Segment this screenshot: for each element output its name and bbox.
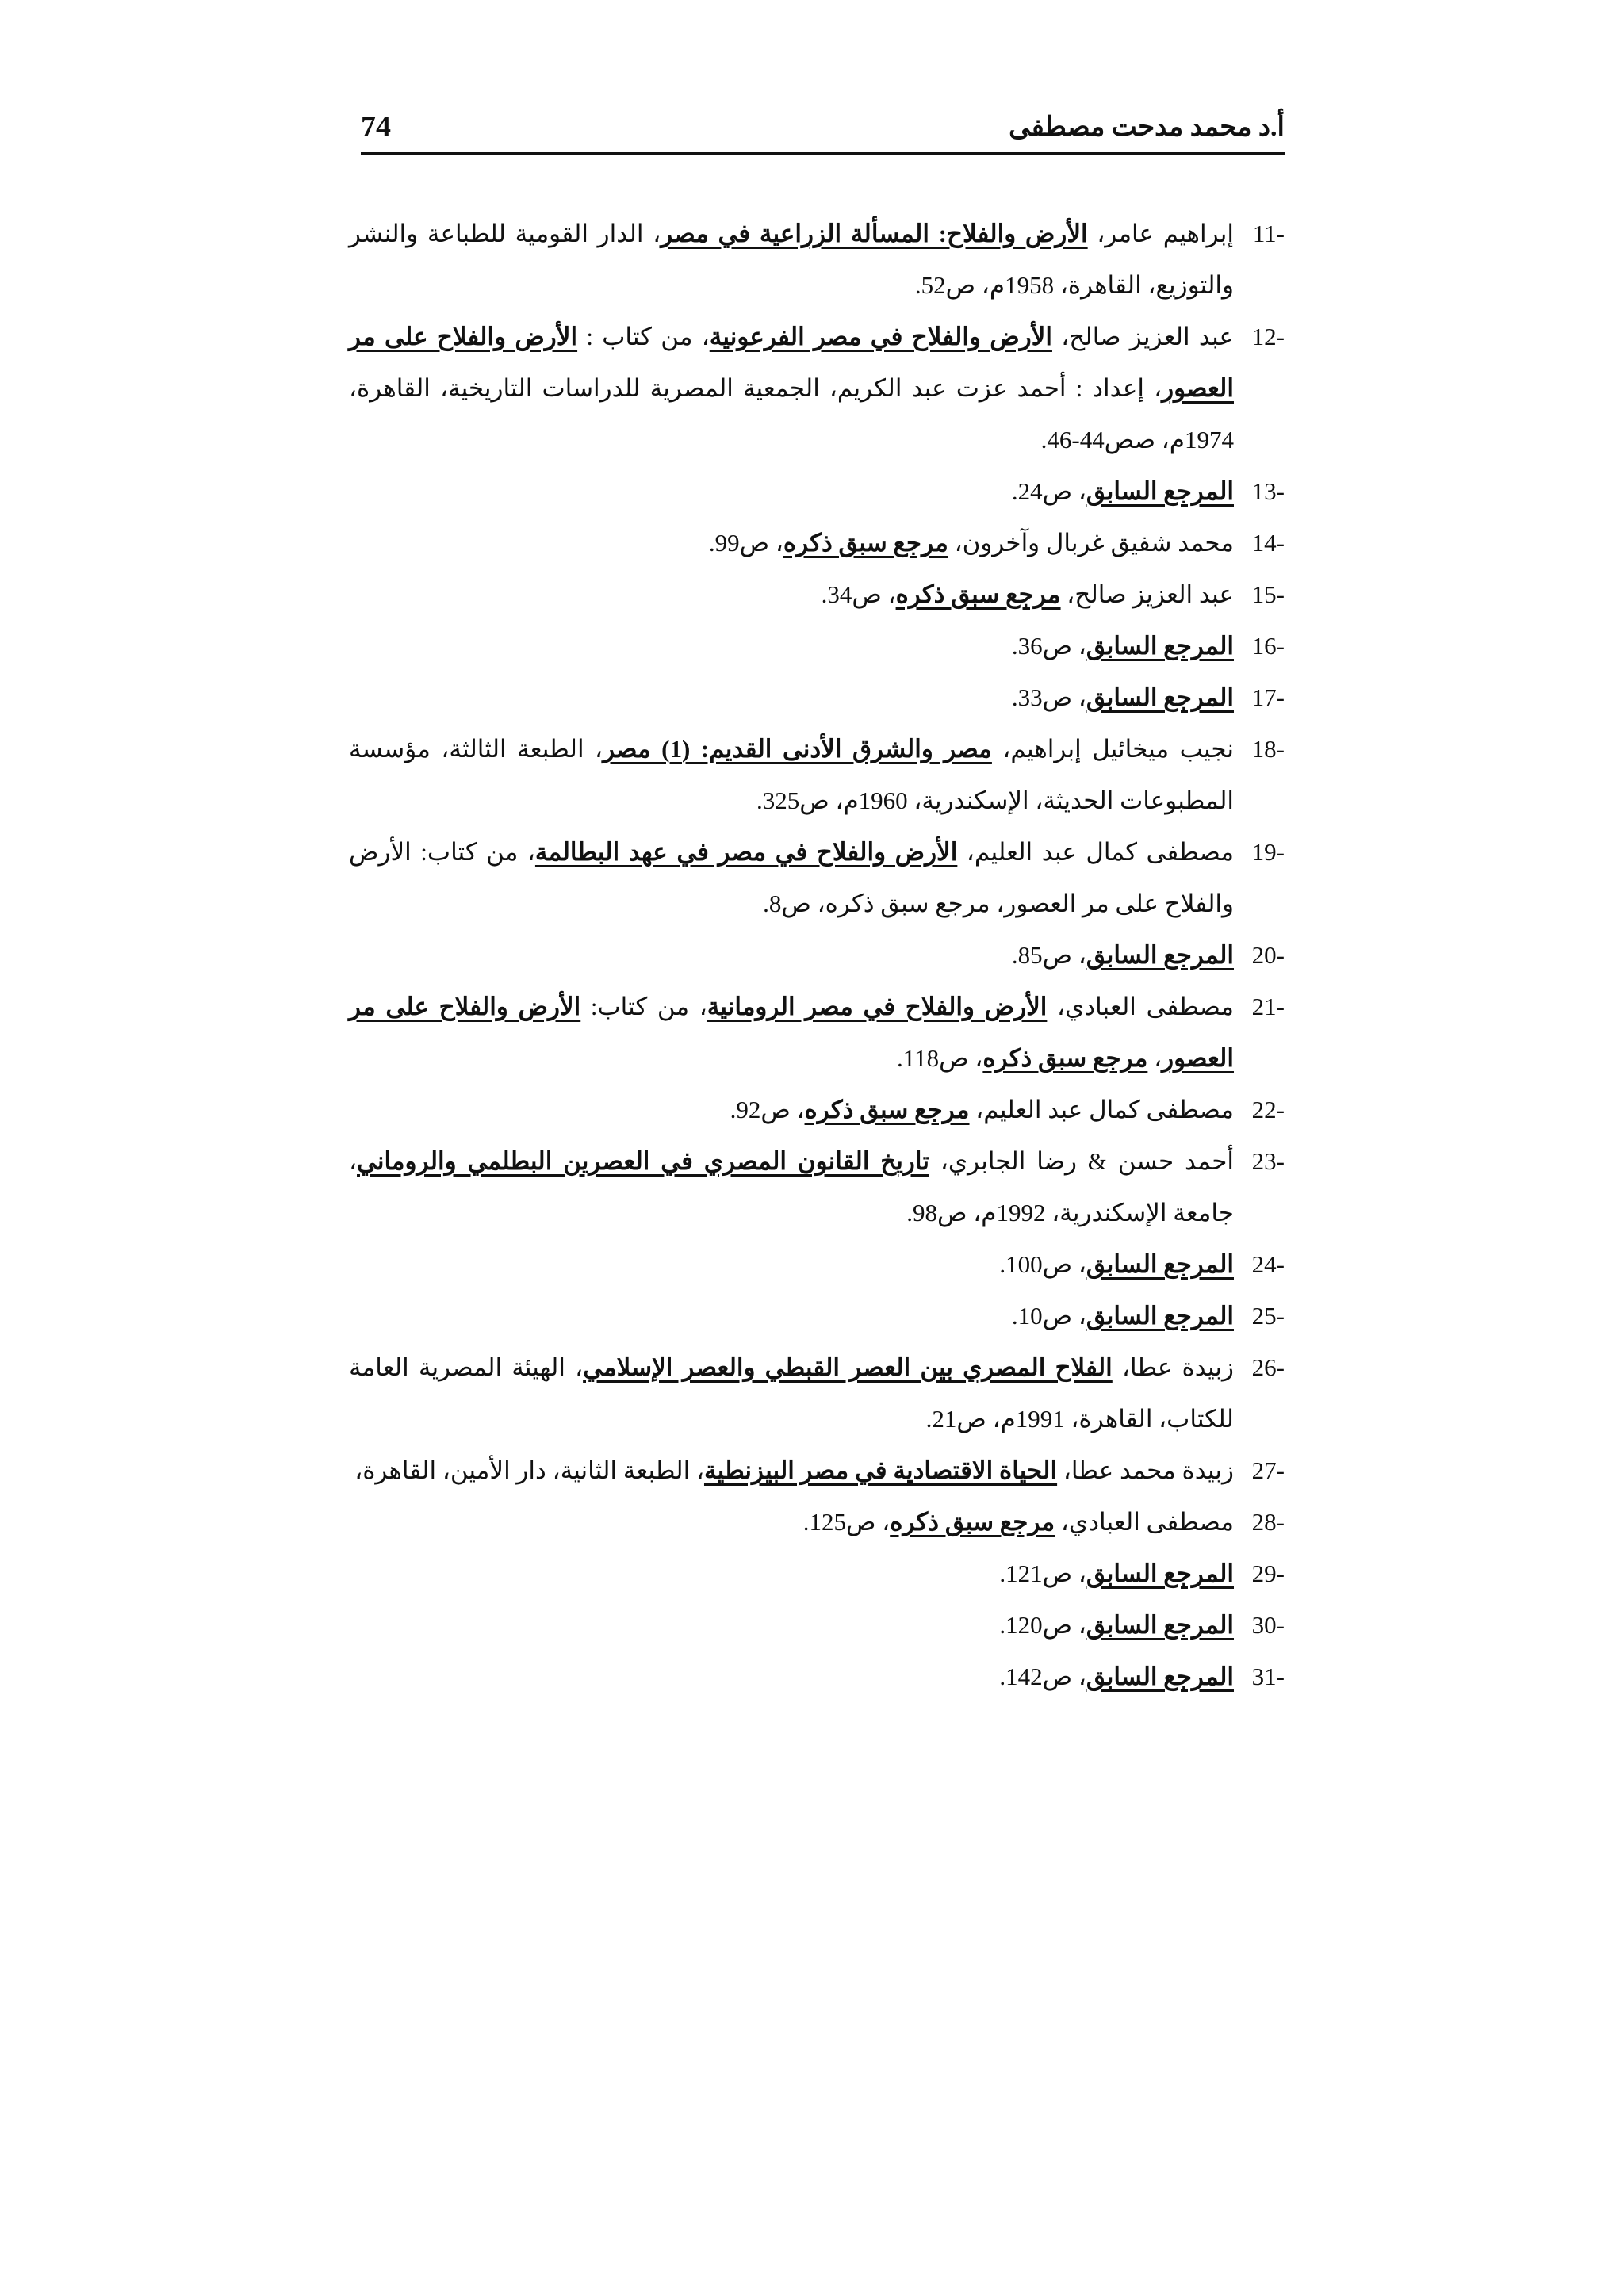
- reference-title: المرجع السابق: [1086, 1559, 1234, 1587]
- footnote-text: مصطفى كمال عبد العليم، الأرض والفلاح في مصر في عهد البطالمة، من كتاب: الأرض والفلاح على مر العصور، مرجع سبق ذكره، ص8.: [349, 838, 1234, 917]
- footnote-text: زبيدة عطا، الفلاح المصري بين العصر القبطي والعصر الإسلامي، الهيئة المصرية العامة للكتاب، القاهرة، 1991م، ص21.: [349, 1353, 1234, 1433]
- footnote-text: المرجع السابق، ص142.: [999, 1663, 1234, 1690]
- footnote-text: المرجع السابق، ص36.: [1011, 632, 1234, 660]
- footnote-text: المرجع السابق، ص120.: [999, 1611, 1234, 1639]
- footnote-number: 20-: [1251, 941, 1285, 969]
- footnote-number: 26-: [1251, 1353, 1285, 1381]
- footnote-number: 18-: [1251, 735, 1285, 763]
- footnote-16: [349, 620, 1285, 672]
- footnote-19: [349, 826, 1285, 929]
- reference-book-title: الأرض والفلاح على مر العصور: [349, 323, 1234, 402]
- footnote-15: [349, 568, 1285, 620]
- footnote-13: [349, 465, 1285, 517]
- reference-book-title: الأرض والفلاح على مر العصور: [349, 993, 1234, 1072]
- reference-title: الأرض والفلاح في مصر الفرعونية: [709, 323, 1052, 350]
- footnote-text: المرجع السابق، ص10.: [1011, 1302, 1234, 1330]
- footnote-text: أحمد حسن & رضا الجابري، تاريخ القانون المصري في العصرين البطلمي والروماني، جامعة الإسكندرية، 1992م، ص98.: [349, 1147, 1234, 1226]
- footnote-number: 14-: [1251, 529, 1285, 557]
- footnote-25: [349, 1290, 1285, 1341]
- reference-title: مرجع سبق ذكره: [982, 1044, 1148, 1072]
- footnote-text: إبراهيم عامر، الأرض والفلاح: المسألة الزراعية في مصر، الدار القومية للطباعة والنشر والتوزيع، القاهرة، 1958م، ص52.: [349, 220, 1234, 299]
- footnote-text: المرجع السابق، ص100.: [999, 1250, 1234, 1278]
- footnote-text: مصطفى العبادي، مرجع سبق ذكره، ص125.: [802, 1508, 1234, 1536]
- footnote-20: [349, 929, 1285, 981]
- reference-title: الأرض والفلاح في مصر في عهد البطالمة: [534, 838, 958, 866]
- footnote-number: 17-: [1251, 683, 1285, 711]
- footnote-number: 13-: [1251, 477, 1285, 505]
- reference-title: الحياة الاقتصادية في مصر البيزنطية: [703, 1456, 1058, 1484]
- footnote-30: [349, 1599, 1285, 1651]
- reference-title: تاريخ القانون المصري في العصرين البطلمي والروماني: [357, 1147, 929, 1175]
- page-header: [361, 103, 1285, 151]
- reference-title: مرجع سبق ذكره: [804, 1096, 970, 1123]
- reference-title: مرجع سبق ذكره: [783, 529, 948, 557]
- footnote-number: 30-: [1251, 1611, 1285, 1639]
- footnote-12: [349, 311, 1285, 465]
- footnote-text: مصطفى العبادي، الأرض والفلاح في مصر الرومانية، من كتاب: الأرض والفلاح على مر العصور، مرجع سبق ذكره، ص118.: [349, 993, 1235, 1072]
- footnote-text: المرجع السابق، ص33.: [1011, 683, 1234, 711]
- header-rule: [361, 152, 1285, 155]
- reference-title: المرجع السابق: [1086, 632, 1234, 660]
- footnote-31: [349, 1651, 1285, 1702]
- footnote-number: 19-: [1251, 838, 1285, 866]
- footnote-28: [349, 1496, 1285, 1548]
- footnote-number: 27-: [1251, 1456, 1285, 1484]
- footnote-text: زبيدة محمد عطا، الحياة الاقتصادية في مصر البيزنطية، الطبعة الثانية، دار الأمين، القاهرة،: [354, 1456, 1234, 1484]
- footnote-text: المرجع السابق، ص85.: [1011, 941, 1234, 969]
- footnote-text: عبد العزيز صالح، الأرض والفلاح في مصر الفرعونية، من كتاب : الأرض والفلاح على مر العصور، إعداد : أحمد عزت عبد الكريم، الجمعية المصرية للدراسات التاريخية، القاهرة، 1974م، صص44-46.: [349, 323, 1234, 453]
- footnote-14: [349, 517, 1285, 568]
- footnote-number: 16-: [1251, 632, 1285, 660]
- footnote-number: 15-: [1251, 580, 1285, 608]
- footnote-number: 11-: [1252, 220, 1285, 247]
- footnote-number: 21-: [1251, 993, 1285, 1020]
- footnote-number: 28-: [1251, 1508, 1285, 1536]
- footnote-text: المرجع السابق، ص121.: [999, 1559, 1234, 1587]
- footnote-number: 29-: [1251, 1559, 1285, 1587]
- footnote-22: [349, 1084, 1285, 1135]
- footnote-text: مصطفى كمال عبد العليم، مرجع سبق ذكره، ص92.: [730, 1096, 1234, 1123]
- footnote-text: نجيب ميخائيل إبراهيم، مصر والشرق الأدنى القديم: (1) مصر، الطبعة الثالثة، مؤسسة المطبوعات الحديثة، الإسكندرية، 1960م، ص325.: [349, 735, 1235, 814]
- reference-title: مرجع سبق ذكره: [890, 1508, 1055, 1536]
- footnotes-list: [349, 208, 1285, 1702]
- footnote-number: 12-: [1251, 323, 1285, 350]
- reference-title: الفلاح المصري بين العصر القبطي والعصر الإسلامي: [583, 1353, 1113, 1381]
- author-name: أ.د محمد مدحت مصطفى: [1009, 113, 1285, 142]
- footnote-number: 31-: [1251, 1663, 1285, 1690]
- footnote-text: المرجع السابق، ص24.: [1011, 477, 1234, 505]
- footnote-number: 23-: [1251, 1147, 1285, 1175]
- footnote-11: [349, 208, 1285, 311]
- footnote-18: [349, 723, 1285, 826]
- reference-title: المرجع السابق: [1086, 1302, 1234, 1330]
- footnote-29: [349, 1548, 1285, 1599]
- reference-title: المرجع السابق: [1086, 1611, 1234, 1639]
- footnote-27: [349, 1445, 1285, 1496]
- reference-title: مرجع سبق ذكره: [895, 580, 1061, 608]
- footnote-text: محمد شفيق غربال وآخرون، مرجع سبق ذكره، ص99.: [708, 529, 1234, 557]
- reference-title: الأرض والفلاح في مصر الرومانية: [707, 993, 1048, 1020]
- footnote-21: [349, 981, 1285, 1084]
- footnote-17: [349, 672, 1285, 723]
- footnote-23: [349, 1135, 1285, 1238]
- reference-title: مصر والشرق الأدنى القديم: (1) مصر: [603, 735, 992, 763]
- footnote-number: 25-: [1251, 1302, 1285, 1330]
- reference-title: المرجع السابق: [1086, 1250, 1234, 1278]
- footnote-number: 22-: [1251, 1096, 1285, 1123]
- reference-title: المرجع السابق: [1086, 941, 1234, 969]
- reference-title: المرجع السابق: [1086, 683, 1234, 711]
- footnote-24: [349, 1238, 1285, 1290]
- footnote-number: 24-: [1251, 1250, 1285, 1278]
- reference-title: المرجع السابق: [1086, 477, 1234, 505]
- footnote-26: [349, 1341, 1285, 1445]
- footnote-text: عبد العزيز صالح، مرجع سبق ذكره، ص34.: [821, 580, 1234, 608]
- reference-title: الأرض والفلاح: المسألة الزراعية في مصر: [661, 220, 1088, 247]
- reference-title: المرجع السابق: [1086, 1663, 1234, 1690]
- page-number: 74: [361, 110, 391, 144]
